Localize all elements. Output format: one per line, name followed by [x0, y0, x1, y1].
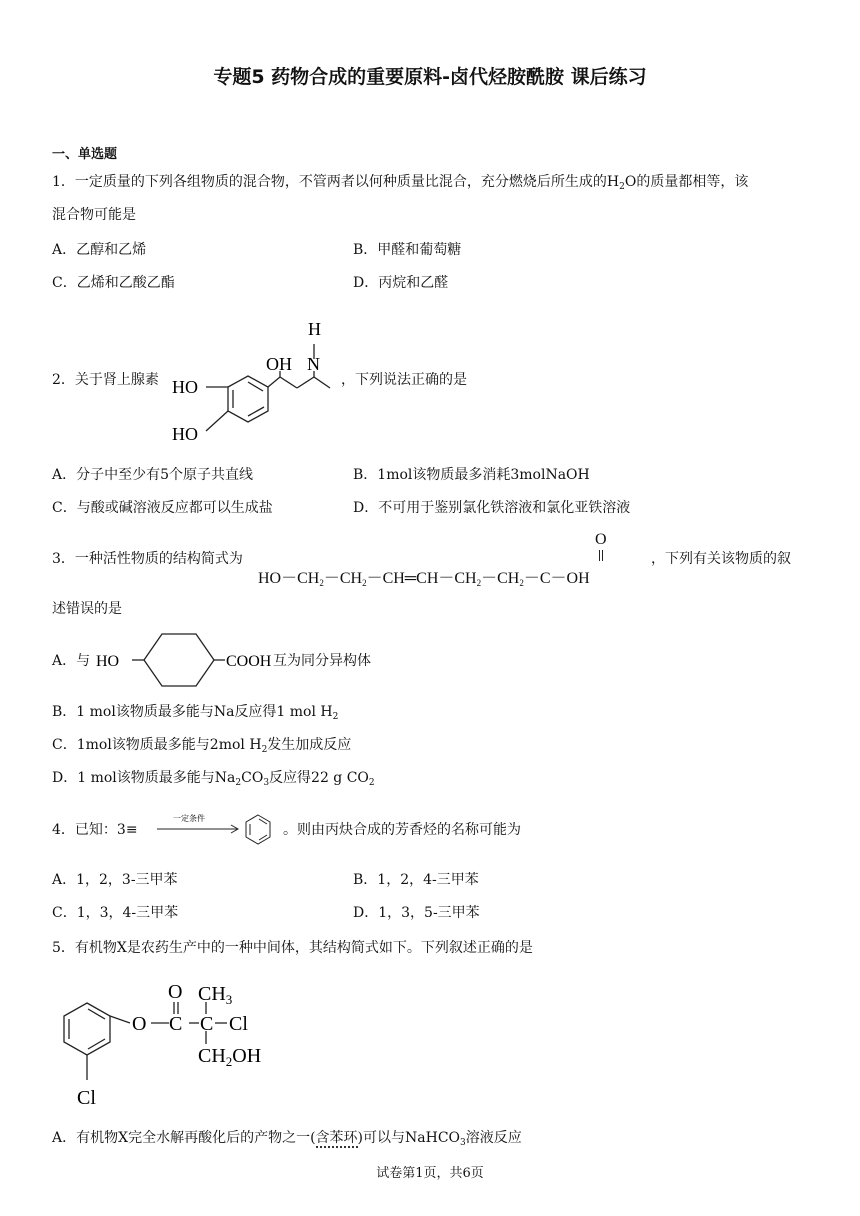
q4-option-c: C．1，3，4-三甲苯: [52, 905, 179, 921]
ester-o-label: O: [132, 1013, 147, 1035]
q3-option-d: D．1 mol该物质最多能与$Na_2CO_3$反应得22 g $CO_2$: [52, 770, 375, 788]
ho-label-1: HO: [172, 377, 198, 397]
q4-option-d: D．1，3，5-三甲苯: [353, 905, 480, 921]
q1-option-a: A．乙醇和乙烯: [52, 242, 147, 258]
cl-label-1: Cl: [229, 1013, 248, 1035]
compound-x-structure: [52, 978, 292, 1116]
q4-stem-prefix: 4．已知：3≡: [52, 822, 138, 838]
quaternary-c-label: C: [200, 1013, 214, 1035]
oh-label: OH: [266, 354, 292, 374]
q3-option-a-prefix: A．与: [52, 653, 91, 669]
q2-option-c: C．与酸或碱溶液反应都可以生成盐: [52, 500, 273, 516]
carbonyl-o-label: O: [168, 981, 183, 1003]
carbonyl-o: O: [595, 531, 607, 548]
q5-stem: 5．有机物X是农药生产中的一种中间体，其结构简式如下。下列叙述正确的是: [52, 940, 533, 956]
q1-option-c: C．乙烯和乙酸乙酯: [52, 275, 175, 291]
n-label: N: [307, 354, 320, 374]
q3-stem-prefix: 3．一种活性物质的结构简式为: [52, 551, 243, 567]
carbonyl-double-bond: [599, 550, 603, 561]
q3-option-c: C．1mol该物质最多能与2mol $H_2$发生加成反应: [52, 737, 352, 755]
ho-label: HO: [96, 653, 120, 670]
q3-stem-line2: 述错误的是: [52, 601, 122, 617]
q3-option-a-suffix: 互为同分异构体: [273, 653, 371, 669]
reaction-arrow-diagram: [155, 809, 285, 853]
q3-option-b: B．1 mol该物质最多能与Na反应得1 mol $H_2$: [52, 704, 339, 722]
q2-stem-prefix: 2．关于肾上腺素: [52, 372, 159, 388]
arrow-condition-label: 一定条件: [173, 814, 205, 823]
ho-label-2: HO: [172, 424, 198, 444]
page-title: 专题5 药物合成的重要原料-卤代烃胺酰胺 课后练习: [213, 66, 647, 88]
adrenaline-structure: [168, 315, 348, 450]
q2-option-d: D．不可用于鉴别氯化铁溶液和氯化亚铁溶液: [353, 500, 631, 516]
q2-stem-suffix: ，下列说法正确的是: [341, 372, 467, 388]
q4-stem-suffix: 。则由丙炔合成的芳香烃的名称可能为: [283, 822, 521, 838]
ch2oh-label: $CH_2OH$: [198, 1045, 262, 1069]
q5-option-a: A．有机物X完全水解再酸化后的产物之一(含苯环)可以与NaHCO$_3$溶液反应: [52, 1130, 522, 1148]
q3-formula: $HO-CH_2-CH_2-CH═CH-CH_2-CH_2-C-OH$: [258, 570, 590, 588]
h-label: H: [308, 319, 321, 339]
q1-stem-line1: 1．一定质量的下列各组物质的混合物，不管两者以何种质量比混合，充分燃烧后所生成的$H_2O$的质量都相等，该: [52, 174, 749, 192]
section-heading: 一、单选题: [52, 147, 118, 162]
page-footer: 试卷第1页，共6页: [376, 1166, 484, 1181]
cl-label-2: Cl: [77, 1087, 96, 1109]
ch3-label: $CH_3$: [198, 983, 233, 1007]
q3-stem-suffix: ，下列有关该物质的叙: [651, 551, 791, 567]
carbonyl-c-label: C: [169, 1013, 183, 1035]
cooh-label: COOH: [226, 653, 272, 670]
q2-option-b: B．1mol该物质最多消耗3molNaOH: [353, 467, 590, 483]
q4-option-b: B．1，2，4-三甲苯: [353, 872, 479, 888]
q4-option-a: A．1，2，3-三甲苯: [52, 872, 178, 888]
q1-stem-line2: 混合物可能是: [52, 207, 136, 223]
q1-option-d: D．丙烷和乙醛: [353, 275, 449, 291]
q1-option-b: B．甲醛和葡萄糖: [353, 242, 462, 258]
q2-option-a: A．分子中至少有5个原子共直线: [52, 467, 254, 483]
